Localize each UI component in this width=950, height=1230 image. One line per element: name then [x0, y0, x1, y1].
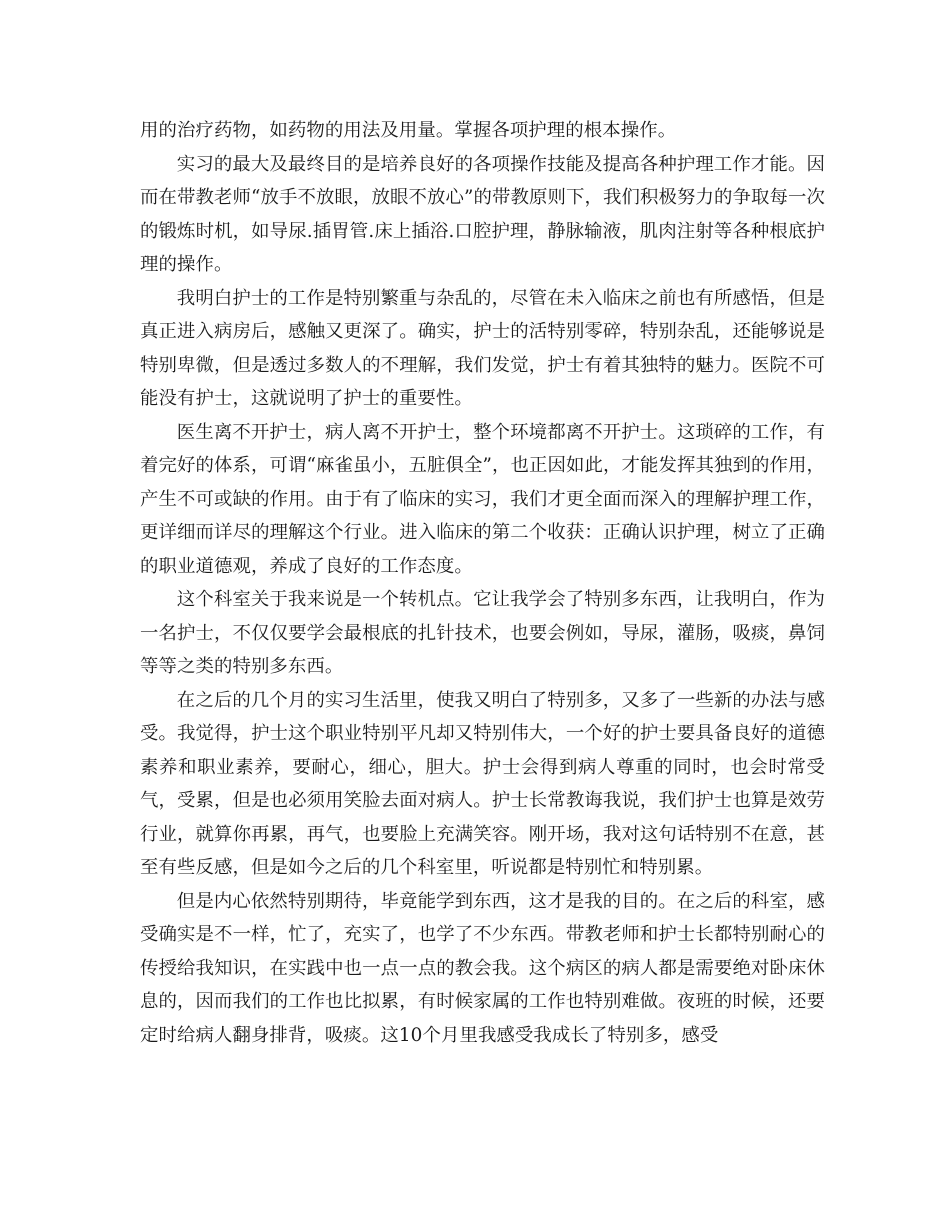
document-body: [140, 114, 825, 1052]
paragraph-2: 实习的最大及最终目的是培养良好的各项操作技能及提高各种护理工作才能。因而在带教老师“放手不放眼，放眼不放心”的带教原则下，我们积极努力的争取每一次的锻炼时机，如导尿.插胃管.床上插浴.口腔护理，静脉输液，肌肉注射等各种根底护理的操作。: [140, 153, 825, 275]
paragraph-7: 但是内心依然特别期待，毕竟能学到东西，这才是我的目的。在之后的科室，感受确实是不一样，忙了，充实了，也学了不少东西。带教老师和护士长都特别耐心的传授给我知识，在实践中也一点一点的教会我。这个病区的病人都是需要绝对卧床休息的，因而我们的工作也比拟累，有时候家属的工作也特别难做。夜班的时候，还要定时给病人翻身排背，吸痰。这10个月里我感受我成长了特别多，感受: [140, 890, 825, 1046]
paragraph-6: 在之后的几个月的实习生活里，使我又明白了特别多，又多了一些新的办法与感受。我觉得，护士这个职业特别平凡却又特别伟大，一个好的护士要具备良好的道德素养和职业素养，要耐心，细心，胆大。护士会得到病人尊重的同时，也会时常受气，受累，但是也必须用笑脸去面对病人。护士长常教诲我说，我们护士也算是效劳行业，就算你再累，再气，也要脸上充满笑容。刚开场，我对这句话特别不在意，甚至有些反感，但是如今之后的几个科室里，听说都是特别忙和特别累。: [140, 689, 825, 878]
paragraph-1: 用的治疗药物，如药物的用法及用量。掌握各项护理的根本操作。: [140, 120, 677, 141]
paragraph-3: 我明白护士的工作是特别繁重与杂乱的，尽管在未入临床之前也有所感悟，但是真正进入病房后，感触又更深了。确实，护士的活特别零碎，特别杂乱，还能够说是特别卑微，但是透过多数人的不理解，我们发觉，护士有着其独特的魅力。医院不可能没有护士，这就说明了护士的重要性。: [140, 287, 825, 409]
paragraph-4: 医生离不开护士，病人离不开护士，整个环境都离不开护士。这琐碎的工作，有着完好的体系，可谓“麻雀虽小，五脏俱全”，也正因如此，才能发挥其独到的作用，产生不可或缺的作用。由于有了临床的实习，我们才更全面而深入的理解护理工作，更详细而详尽的理解这个行业。进入临床的第二个收获：正确认识护理，树立了正确的职业道德观，养成了良好的工作态度。: [140, 421, 825, 577]
paragraph-5: 这个科室关于我来说是一个转机点。它让我学会了特别多东西，让我明白，作为一名护士，不仅仅要学会最根底的扎针技术，也要会例如，导尿，灌肠，吸痰，鼻饲等等之类的特别多东西。: [140, 589, 825, 677]
